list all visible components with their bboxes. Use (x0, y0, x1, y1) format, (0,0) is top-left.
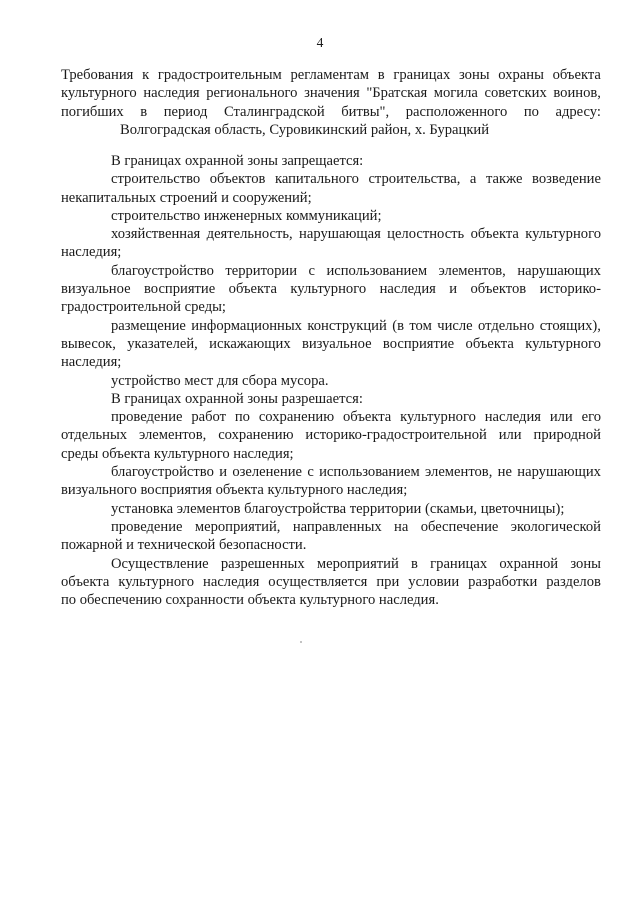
word: объекта (342, 409, 392, 426)
word: целостность (387, 226, 465, 243)
word: границах (430, 555, 488, 572)
word: битвы", (341, 103, 390, 120)
scan-speck (300, 641, 302, 643)
word: не (497, 464, 512, 481)
paragraph-line (61, 463, 601, 481)
word: разрешенных (220, 555, 305, 572)
title-line (61, 103, 601, 121)
word: Требования (61, 67, 134, 83)
word: мероприятий, (194, 518, 281, 535)
word: территории (225, 262, 298, 279)
word: объектов (209, 171, 266, 188)
word: хозяйственная (111, 226, 201, 243)
paragraph-line (61, 280, 601, 298)
word: регионального (206, 85, 298, 102)
word: границах (393, 67, 451, 83)
word: или (549, 409, 573, 426)
word: могила (433, 85, 478, 102)
word: восприятие (144, 281, 216, 298)
word: стоящих), (539, 317, 601, 334)
word: нарушающая (299, 226, 381, 243)
word: осуществляется (268, 573, 368, 590)
page-number: 4 (316, 35, 324, 50)
word: использованием (326, 262, 428, 279)
word: Сталинградской (223, 103, 325, 120)
word: искажающих (209, 335, 291, 352)
word: направленных (292, 518, 382, 535)
word: расположенного (405, 103, 508, 120)
word: экологической (510, 518, 601, 535)
word: визуальное (61, 281, 131, 298)
paragraph-line (61, 225, 601, 243)
paragraph-line: по обеспечению сохранности объекта культурного наследия. (61, 592, 439, 609)
word: наследия (203, 573, 260, 590)
paragraph-line: некапитальных строений и сооружений; (61, 189, 312, 206)
word: проведение (111, 409, 183, 426)
word: объекта (228, 281, 277, 298)
word: нарушающих (517, 464, 601, 481)
paragraph-line (61, 573, 601, 591)
paragraph-line (61, 408, 601, 426)
word: восприятие (382, 335, 455, 352)
word: строительства, (368, 171, 461, 188)
word: культурного (61, 85, 137, 102)
paragraph-line: градостроительной среды; (61, 299, 226, 316)
word: элементов, (425, 464, 493, 481)
word: с (307, 464, 314, 481)
word: элементов, (138, 427, 207, 444)
word: в (411, 555, 418, 572)
word: работ (191, 409, 227, 426)
word: регламентам (290, 67, 370, 83)
word: объекта (61, 573, 110, 590)
title-line (61, 66, 601, 84)
word: культурного (400, 409, 476, 426)
word: на (394, 518, 409, 535)
word: по (234, 409, 250, 426)
word: в (140, 103, 148, 120)
word: условии (408, 573, 460, 590)
word: деятельность, (206, 226, 293, 243)
word: охраны (498, 67, 544, 83)
paragraph-line (61, 335, 601, 353)
title-line: Волгоградская область, Суровикинский район, х. Бурацкий (120, 121, 490, 138)
word: "Братская (366, 85, 428, 102)
word: культурного (290, 281, 367, 298)
word: в (377, 67, 385, 83)
word: капитального (274, 171, 359, 188)
word: историко-градостроительной (305, 427, 487, 444)
word: обеспечение (420, 518, 499, 535)
word: наследия (379, 281, 436, 298)
word: элементов, (438, 262, 506, 279)
word: охранной (499, 555, 559, 572)
word: отдельно (478, 317, 535, 334)
paragraph-line: установка элементов благоустройства территории (скамьи, цветочницы); (111, 500, 565, 517)
word: значения (304, 85, 360, 102)
word: а (469, 171, 477, 188)
paragraph-line (61, 426, 601, 444)
word: строительство (111, 171, 201, 188)
paragraph-line (61, 317, 601, 335)
word: зоны (458, 67, 490, 83)
word: с (308, 262, 315, 279)
word: также (485, 171, 523, 188)
word: возведение (532, 171, 601, 188)
paragraph-line: В границах охранной зоны запрещается: (111, 153, 364, 169)
word: использованием (319, 464, 420, 481)
word: советских (484, 85, 547, 102)
word: погибших (61, 103, 124, 120)
word: нарушающих (517, 262, 601, 279)
word: к (142, 67, 150, 83)
word: озеленение (232, 464, 302, 481)
word: объекта (470, 226, 519, 243)
word: адресу: (555, 103, 601, 120)
word: его (581, 409, 601, 426)
word: объекта (552, 67, 601, 83)
word: благоустройство (111, 262, 214, 279)
paragraph-line (61, 170, 601, 188)
word: визуальное (301, 335, 372, 352)
word: Осуществление (111, 555, 209, 572)
word: культурного (118, 573, 195, 590)
word: мероприятий (316, 555, 399, 572)
word: проведение (111, 518, 183, 535)
word: объекта (465, 335, 514, 352)
word: культурного (525, 226, 601, 243)
word: наследия (143, 85, 200, 102)
word: зоны (570, 555, 601, 572)
word: (в (392, 317, 404, 334)
word: сохранению (258, 409, 335, 426)
paragraph-line: строительство инженерных коммуникаций; (111, 207, 382, 224)
word: или (498, 427, 522, 444)
word: культурного (525, 335, 601, 352)
word: том (409, 317, 432, 334)
word: период (163, 103, 208, 120)
word: градостроительным (157, 67, 282, 83)
word: разработки (468, 573, 538, 590)
word: объектов (470, 281, 527, 298)
paragraph-line: наследия; (61, 354, 122, 371)
document-body (61, 152, 601, 609)
paragraph-line: визуального восприятия объекта культурного наследия; (61, 482, 408, 499)
word: природной (533, 427, 601, 444)
paragraph-line (61, 518, 601, 536)
word: размещение (111, 317, 186, 334)
paragraph-line (61, 262, 601, 280)
word: вывесок, (61, 335, 116, 352)
paragraph-line: пожарной и технической безопасности. (61, 537, 307, 554)
paragraph-line: устройство мест для сбора мусора. (111, 372, 329, 389)
word: конструкций (307, 317, 387, 334)
word: наследия (484, 409, 541, 426)
paragraph-line: наследия; (61, 244, 122, 261)
word: и (219, 464, 227, 481)
word: сохранению (218, 427, 294, 444)
word: благоустройство (111, 464, 214, 481)
word: воинов, (553, 85, 601, 102)
document-title (61, 66, 601, 139)
word: числе (437, 317, 473, 334)
word: по (523, 103, 539, 120)
word: отдельных (61, 427, 128, 444)
word: историко- (539, 281, 601, 298)
paragraph-line: среды объекта культурного наследия; (61, 445, 294, 462)
title-line (61, 84, 601, 102)
paragraph-line (61, 555, 601, 573)
word: и (449, 281, 458, 298)
paragraph-line: В границах охранной зоны разрешается: (111, 390, 363, 407)
word: разделов (546, 573, 601, 590)
word: информационных (191, 317, 302, 334)
word: при (376, 573, 400, 590)
word: указателей, (127, 335, 198, 352)
